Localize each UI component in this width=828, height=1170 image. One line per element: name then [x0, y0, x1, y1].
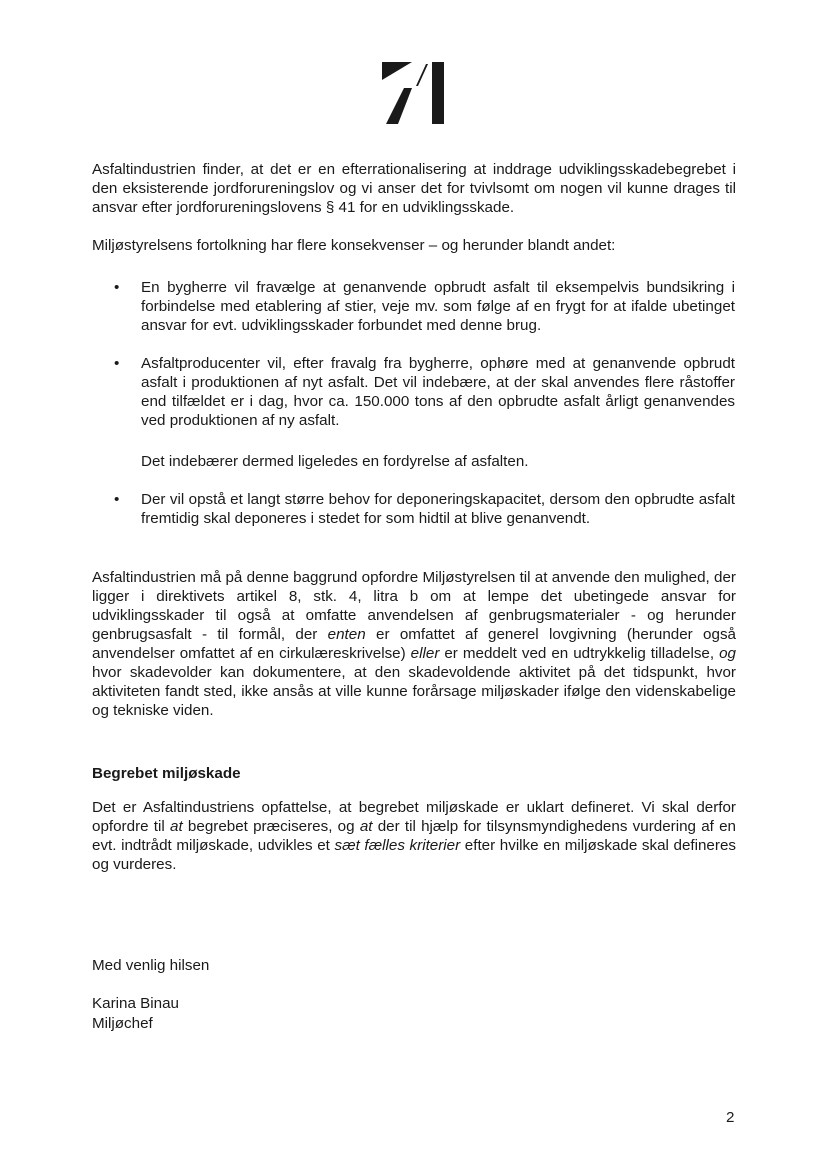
signatory-name: Karina Binau	[92, 995, 179, 1012]
intro-paragraph: Asfaltindustrien finder, at det er en efterrationalisering at inddrage udviklingsskadebegrebet i den eksisterende jordforureningslov og vi anser det for tvivlsomt om nogen vil kunne drages til ansvar efter jordforureningslovens § 41 for en udviklingsskade.	[92, 161, 736, 216]
company-logo-icon	[382, 60, 448, 126]
main-paragraph: Asfaltindustrien må på denne baggrund opfordre Miljøstyrelsen til at anvende den mulighed, der ligger i direktivets artikel 8, stk. 4, litra b om at lempe det ubetingede ansvar for udviklingsskader til også at omfatte anvendelsen af genbrugsmaterialer - og herunder genbrugsasfalt - til formål, der enten er omfattet af generel lovgivning (herunder også anvendelser omfattet af en cirkulæreskrivelse) eller er meddelt ved en udtrykkelig tilladelse, og hvor skadevolder kan dokumentere, at den skadevoldende aktivitet på det tidspunkt, hvor aktiviteten fandt sted, ikke ansås at ville kunne forårsage miljøskader ifølge den videnskabelige og tekniske viden.	[92, 569, 736, 719]
bullet-icon: •	[114, 491, 120, 508]
section-paragraph: Det er Asfaltindustriens opfattelse, at begrebet miljøskade er uklart defineret. Vi skal derfor opfordre til at begrebet præciseres, og at der til hjælp for tilsynsmyndighedens vurdering af en evt. indtrådt miljøskade, udvikles et sæt fælles kriterier efter hvilke en miljøskade skal defineres og vurderes.	[92, 799, 737, 873]
bullet-item-2-continuation: Det indebærer dermed ligeledes en fordyrelse af asfalten.	[141, 453, 529, 470]
signatory-title: Miljøchef	[92, 1015, 153, 1032]
bullet-icon: •	[114, 355, 120, 372]
intro-lead-in: Miljøstyrelsens fortolkning har flere konsekvenser – og herunder blandt andet:	[92, 237, 616, 254]
section-heading: Begrebet miljøskade	[92, 765, 241, 782]
bullet-item-2: Asfaltproducenter vil, efter fravalg fra bygherre, ophøre med at genanvende opbrudt asfalt i produktionen af nyt asfalt. Det vil indebære, at der skal anvendes flere råstoffer end tilfældet er i dag, hvor ca. 150.000 tons af den opbrudte asfalt årligt genanvendes ved produktionen af ny asfalt.	[141, 355, 735, 429]
bullet-icon: •	[114, 279, 120, 296]
bullet-item-3: Der vil opstå et langt større behov for deponeringskapacitet, dersom den opbrudte asfalt fremtidig skal deponeres i stedet for som hidtil at blive genanvendt.	[141, 491, 735, 527]
closing-greeting: Med venlig hilsen	[92, 957, 210, 974]
bullet-item-1: En bygherre vil fravælge at genanvende opbrudt asfalt til eksempelvis bundsikring i forbindelse med etablering af stier, veje mv. som følge af en frygt for at ifalde ubetinget ansvar for evt. udviklingsskader forbundet med denne brug.	[141, 279, 735, 334]
page-number: 2	[726, 1109, 735, 1126]
